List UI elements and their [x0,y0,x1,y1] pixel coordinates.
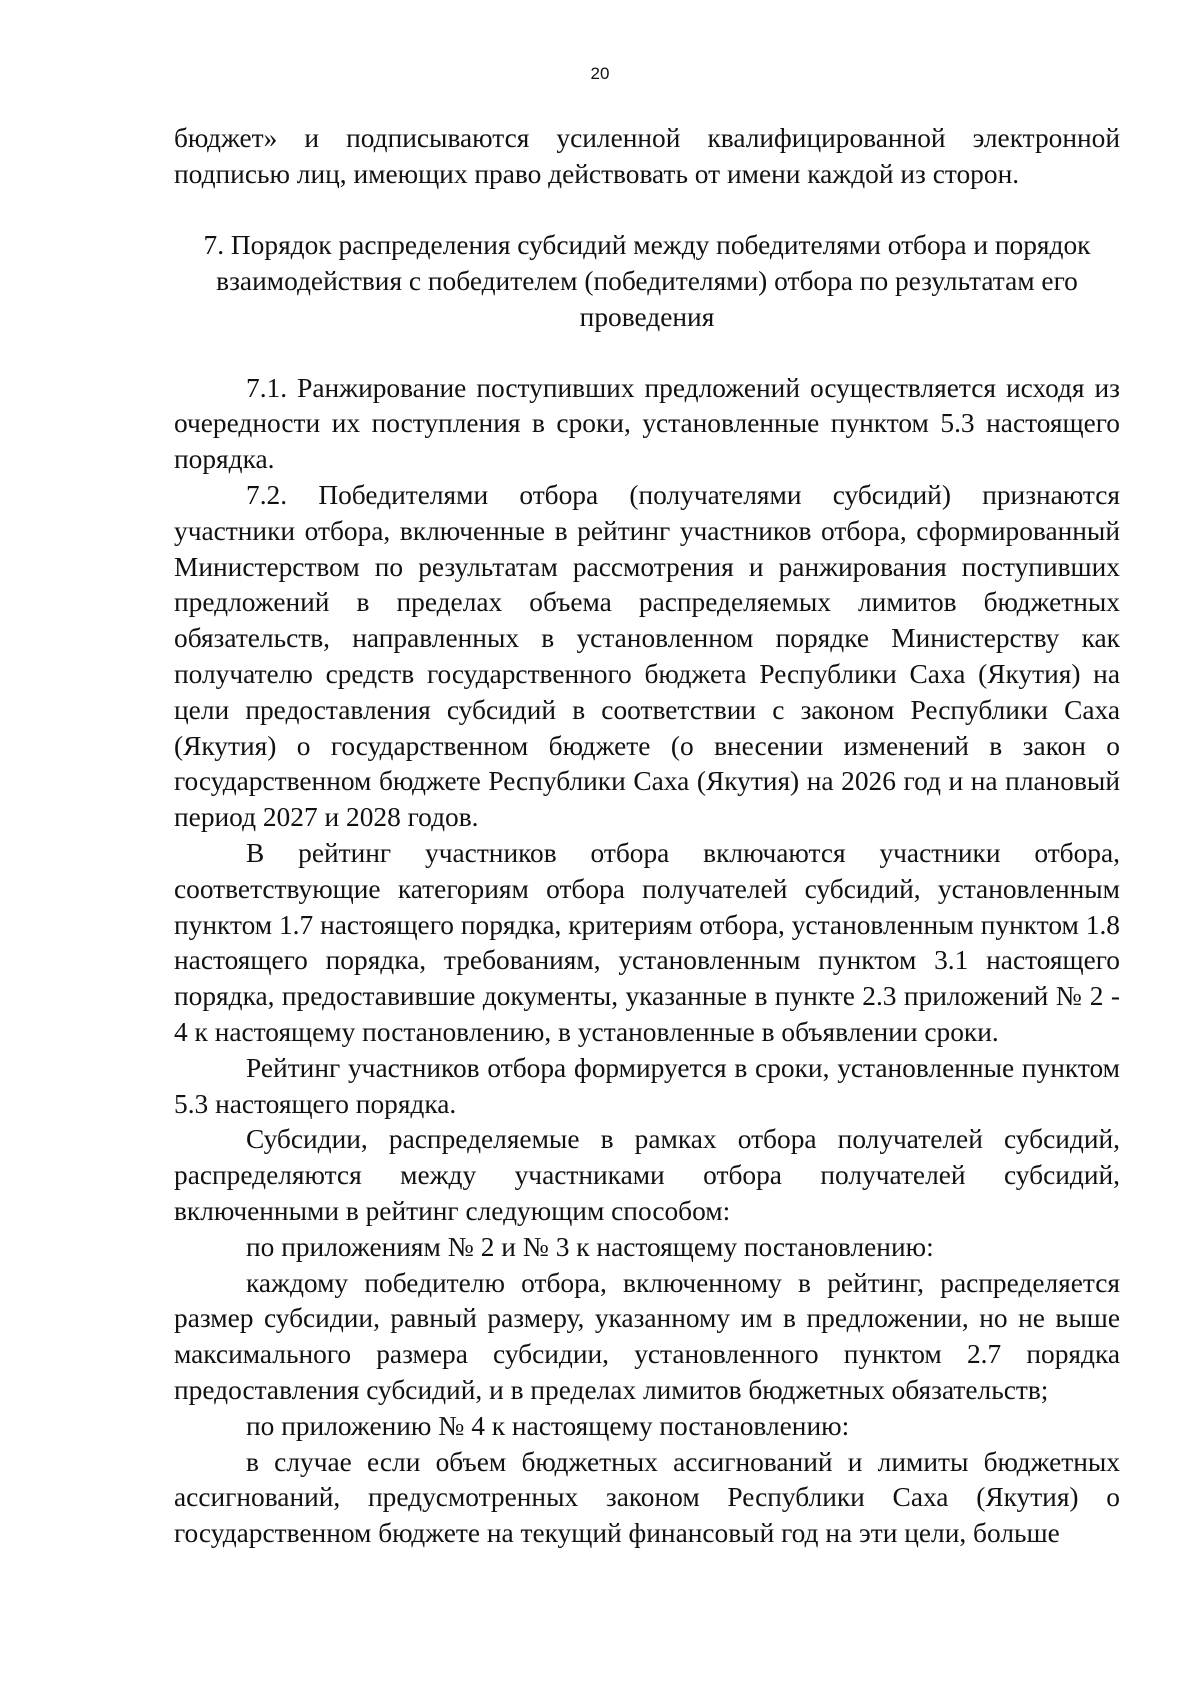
paragraph-subsidy-distribution: Субсидии, распределяемые в рамках отбора получателей субсидий, распределяются между участниками отбора получателей субсидий, включенными в рейтинг следующим способом: [174,1124,1120,1226]
paragraph-7-1: 7.1. Ранжирование поступивших предложений осуществляется исходя из очередности их поступления в сроки, установленные пунктом 5.3 настоящего порядка. [174,372,1120,475]
paragraph-each-winner: каждому победителю отбора, включенному в рейтинг, распределяется размер субсидии, равный размеру, указанному им в предложении, но не выше максимального размера субсидии, установленного пунктом 2.7 порядка предоставления субсидий, и в пределах лимитов бюджетных обязательств; [174,1267,1120,1405]
paragraph-appendix-2-3: по приложениям № 2 и № 3 к настоящему постановлению: [246,1231,934,1262]
paragraph-appendix-4: по приложению № 4 к настоящему постановлению: [246,1410,850,1441]
paragraph-budget-case: в случае если объем бюджетных ассигнований и лимиты бюджетных ассигнований, предусмотренных законом Республики Саха (Якутия) о государственном бюджете на текущий финансовый год на эти цели, больше [174,1446,1120,1549]
section-heading: 7. Порядок распределения субсидий между победителями отбора и порядок взаимодействия с победителем (победителями) отбора по результатам его проведения [203,229,1091,332]
intro-paragraph: бюджет» и подписываются усиленной квалифицированной электронной подписью лиц, имеющих право действовать от имени каждой из сторон. [174,123,1120,189]
document-body [174,121,1120,1552]
page-number: 20 [590,64,610,83]
paragraph-rating-inclusion: В рейтинг участников отбора включаются участники отбора, соответствующие категориям отбора получателей субсидий, установленным пунктом 1.7 настоящего порядка, критериям отбора, установленным пунктом 1.8 настоящего порядка, требованиям, установленным пунктом 3.1 настоящего порядка, предоставившие документы, указанные в пункте 2.3 приложений № 2 - 4 к настоящему постановлению, в установленные в объявлении сроки. [174,837,1120,1047]
paragraph-rating-formation: Рейтинг участников отбора формируется в сроки, установленные пунктом 5.3 настоящего порядка. [174,1052,1120,1119]
paragraph-7-2: 7.2. Победителями отбора (получателями субсидий) признаются участники отбора, включенные в рейтинг участников отбора, сформированный Министерством по результатам рассмотрения и ранжирования поступивших предложений в пределах объема распределяемых лимитов бюджетных обязательств, направленных в установленном порядке Министерству как получателю средств государственного бюджета Республики Саха (Якутия) на цели предоставления субсидий в соответствии с законом Республики Саха (Якутия) о государственном бюджете (о внесении изменений в закон о государственном бюджете Республики Саха (Якутия) на 2026 год и на плановый период 2027 и 2028 годов. [174,479,1120,833]
